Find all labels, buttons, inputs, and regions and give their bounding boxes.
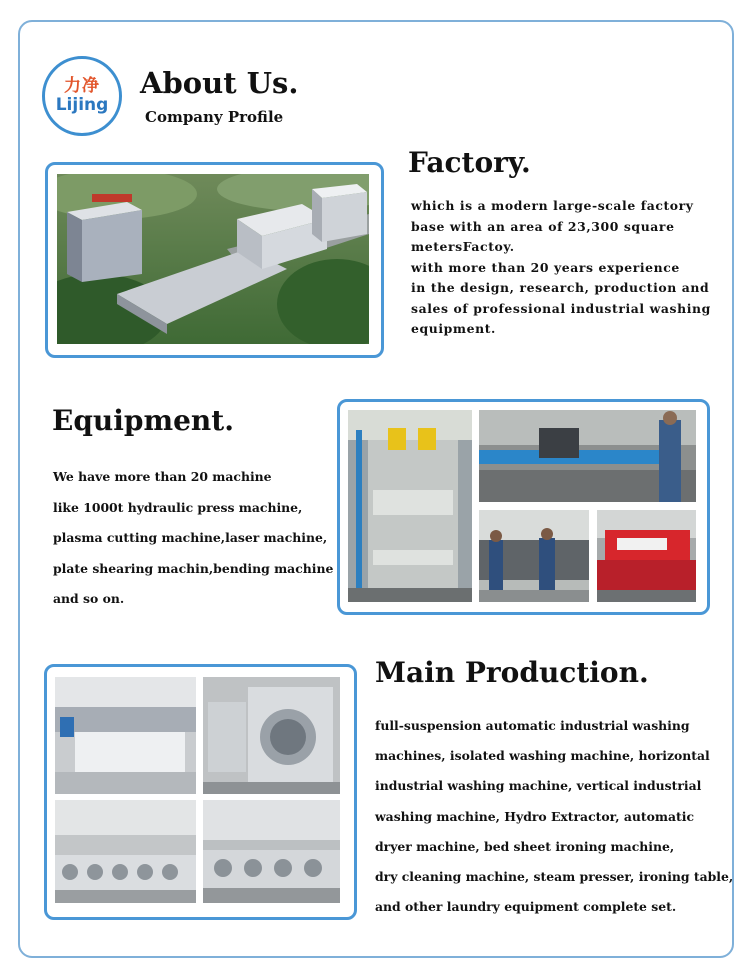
factory-line: equipment. bbox=[411, 321, 496, 336]
production-description bbox=[375, 711, 733, 922]
washer-row-photo bbox=[55, 800, 196, 903]
ironing-line-photo bbox=[55, 677, 196, 794]
factory-heading: Factory. bbox=[408, 146, 531, 179]
equipment-line: like 1000t hydraulic press machine, bbox=[53, 499, 303, 515]
factory-line: sales of professional industrial washing bbox=[411, 300, 711, 316]
equipment-description bbox=[53, 462, 333, 615]
page-title: About Us. bbox=[140, 66, 299, 100]
equipment-line: and so on. bbox=[53, 591, 125, 606]
production-line: full-suspension automatic industrial washing bbox=[375, 718, 690, 733]
factory-line: metersFactoy. bbox=[411, 239, 515, 254]
page-subtitle: Company Profile bbox=[145, 108, 284, 126]
production-line: industrial washing machine, vertical industrial bbox=[375, 778, 702, 794]
washer-extractor-photo bbox=[203, 677, 340, 794]
plasma-cutting-photo bbox=[479, 410, 696, 502]
factory-aerial-photo bbox=[57, 174, 369, 344]
workshop-machines-photo bbox=[203, 800, 340, 903]
factory-line: base with an area of 23,300 square bbox=[411, 218, 675, 234]
bending-machine-photo bbox=[479, 510, 589, 602]
factory-line: in the design, research, production and bbox=[411, 280, 710, 295]
equipment-line: plate shearing machin,bending machine bbox=[53, 560, 334, 576]
production-line: washing machine, Hydro Extractor, automatic bbox=[375, 808, 695, 824]
equipment-heading: Equipment. bbox=[52, 404, 234, 437]
production-line: dry cleaning machine, steam presser, ironing table, bbox=[375, 869, 734, 885]
production-line: and other laundry equipment complete set. bbox=[375, 899, 677, 915]
factory-line: with more than 20 years experience bbox=[411, 259, 680, 275]
logo-english-text: Lijing bbox=[55, 95, 109, 115]
production-heading: Main Production. bbox=[375, 656, 649, 689]
equipment-line: plasma cutting machine,laser machine, bbox=[53, 530, 328, 545]
factory-line: which is a modern large-scale factory bbox=[411, 198, 694, 213]
production-line: dryer machine, bed sheet ironing machine, bbox=[375, 838, 675, 854]
lijing-logo bbox=[42, 56, 122, 136]
logo-chinese-text: 力净 bbox=[64, 76, 100, 96]
hydraulic-press-photo bbox=[348, 410, 472, 602]
equipment-line: We have more than 20 machine bbox=[53, 469, 272, 484]
factory-description bbox=[411, 196, 711, 340]
production-line: machines, isolated washing machine, horizontal bbox=[375, 748, 710, 764]
laser-machine-photo bbox=[597, 510, 696, 602]
